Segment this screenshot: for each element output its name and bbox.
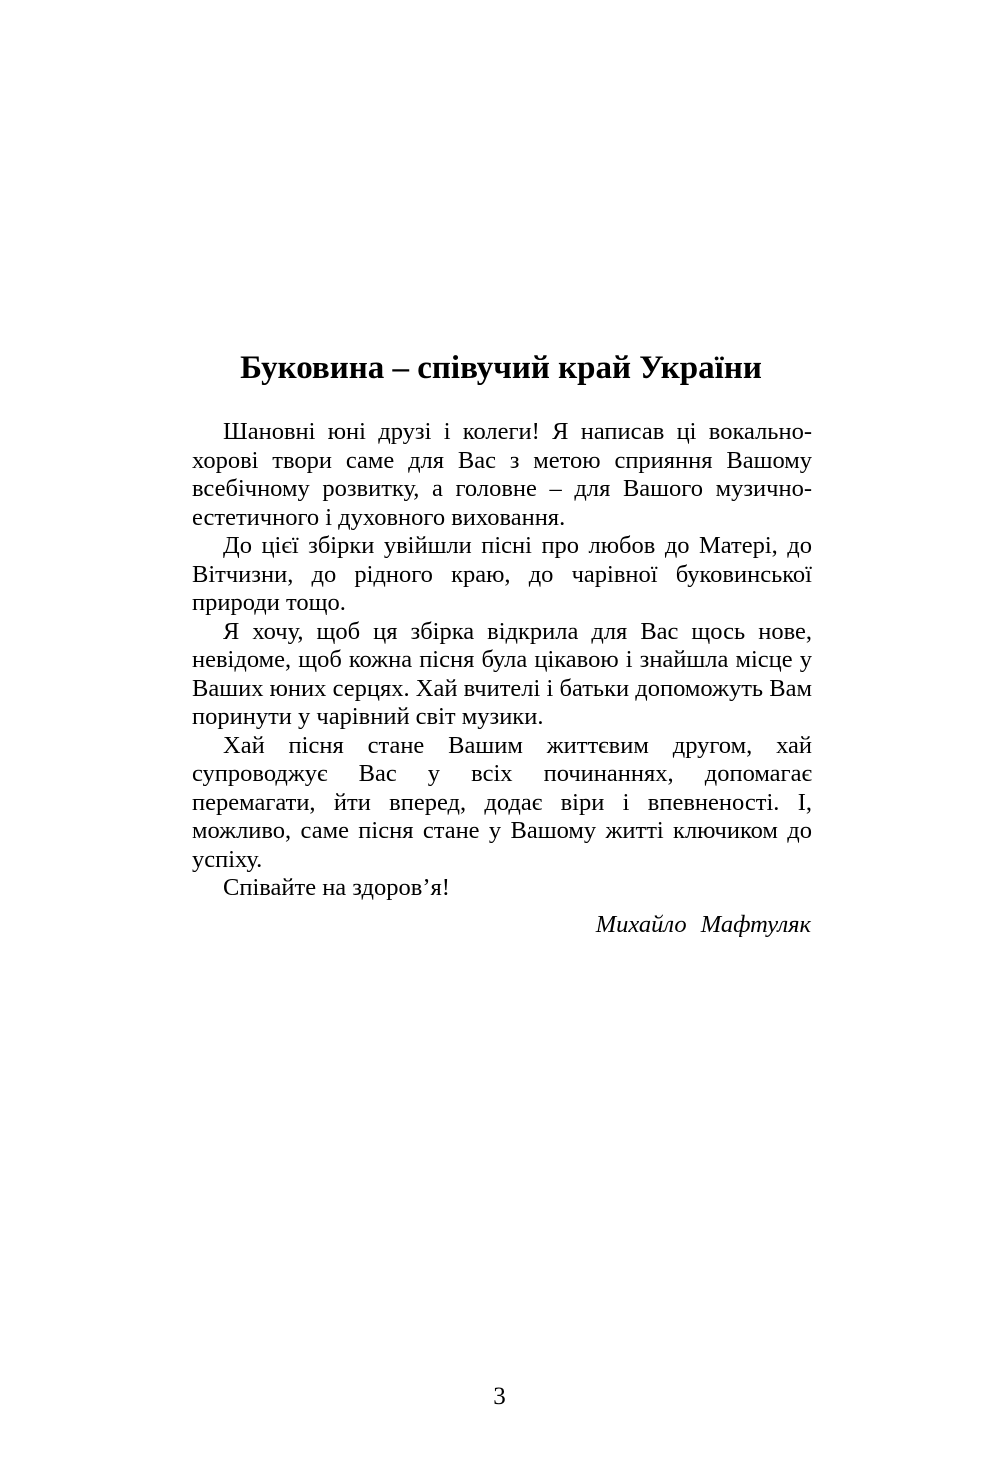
author-signature: Михайло Мафтуляк bbox=[595, 911, 811, 938]
paragraph-collection-contents: До цієї збірки увійшли пісні про любов до Матері, до Вітчизни, до рідного краю, до чарівної буковинської природи тощо. bbox=[192, 532, 812, 616]
page-number: 3 bbox=[493, 1383, 506, 1410]
paragraph-closing: Співайте на здоров’я! bbox=[223, 874, 450, 901]
paragraph-wish: Я хочу, щоб ця збірка відкрила для Вас щось нове, невідоме, щоб кожна пісня була цікавою і знайшла місце у Ваших юних серцях. Хай вчителі і батьки допоможуть Вам поринути у чарівний світ музики. bbox=[192, 617, 812, 730]
paragraph-greeting: Шановні юні друзі і колеги! Я написав ці вокально-хорові твори саме для Вас з метою сприяння Вашому всебічному розвитку, а головне – для Вашого музично-естетичного і духовного виховання. bbox=[192, 418, 812, 531]
paragraph-song-friend: Хай пісня стане Вашим життєвим другом, хай супроводжує Вас у всіх починаннях, допомагає перемагати, йти вперед, додає віри і впевненості. І, можливо, саме пісня стане у Вашому житті ключиком до успіху. bbox=[192, 731, 812, 873]
page-title: Буковина – співучий край України bbox=[240, 350, 762, 386]
preface-text bbox=[192, 418, 812, 903]
